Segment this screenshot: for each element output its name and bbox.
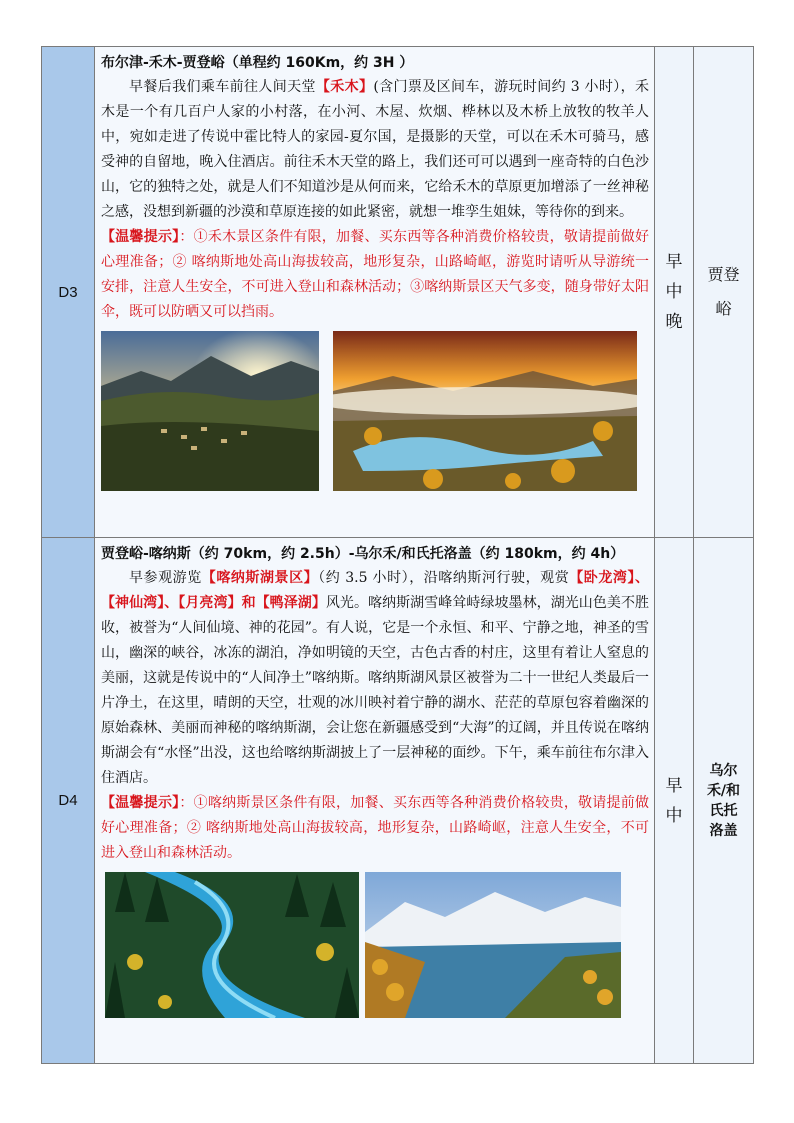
warm-tips (101, 225, 649, 325)
meal-breakfast: 早 (665, 252, 683, 272)
day-content (95, 47, 655, 538)
hotel-text: 氏托 (709, 802, 738, 819)
route-title: 布尔津-禾木-贾登峪（单程约 160Km，约 3H ） (101, 55, 414, 71)
text-span: 风光。喀纳斯湖雪峰耸峙绿坡墨林，湖光山色美不胜收，被誉为“人间仙境、神的花园”。有人说，它是一个永恒、和平、宁静之地，神圣的雪山，幽深的峡谷，冰冻的湖泊，净如明镜的天空，古色古香的村庄，这里有着让人窒息的美丽，这就是传说中的“人间净土”喀纳斯。喀纳斯湖风景区被誉为二十一世纪人类最后一片净土，在这里，晴朗的天空，壮观的冰川映衬着宁静的湖水、茫茫的草原包容着幽深的原始森林、美丽而神秘的喀纳斯湖，会让您在新疆感受到“大海”的辽阔，并且传说在喀纳斯湖会有“水怪”出没，这也给喀纳斯湖披上了一层神秘的面纱。下午，乘车前往布尔津入住酒店。 (101, 595, 650, 786)
warm-tips (101, 791, 649, 866)
tip-text: ：①喀纳斯景区条件有限，加餐、买东西等各种消费价格较贵，敬请提前做好心理准备；② 喀纳斯地处高山海拔较高，地形复杂，山路崎岖，注意人生安全，不可进入登山和森林活动。 (101, 795, 649, 861)
hemu-village-photo (101, 331, 319, 491)
route-title: 贾登峪-喀纳斯（约 70km，约 2.5h）-乌尔禾/和氏托洛盖（约 180km，约 4h） (101, 546, 625, 562)
tip-text: ：①禾木景区条件有限，加餐、买东西等各种消费价格较贵，敬请提前做好心理准备；② 喀纳斯地处高山海拔较高，地形复杂，山路崎岖，游览时请听从导游统一安排，注意人生安全，不可进入登山和森林活动；③喀纳斯景区天气多变，随身带好太阳伞，既可以防晒又可以挡雨。 (101, 229, 649, 320)
photo-strip (101, 331, 649, 491)
itinerary-table (41, 46, 754, 1064)
meal-breakfast: 早 (665, 775, 683, 796)
hotel-text: 乌尔 (709, 762, 738, 779)
photo-strip (101, 872, 649, 1018)
meals-cell (655, 47, 694, 538)
highlight-text: 【卧龙湾】、【神仙湾】、【月亮湾】和【鸭泽湖】 (101, 570, 650, 611)
hemu-sunset-photo (333, 331, 637, 491)
day-content (95, 538, 655, 1064)
text-span: （约 3.5 小时），沿喀纳斯河行驶，观赏 (318, 570, 570, 586)
tip-label: 【温馨提示】 (101, 229, 180, 245)
text-span: (含门票及区间车，游玩时间约 3 小时），禾木是一个有几百户人家的小村落，在小河、木屋、炊烟、桦林以及木桥上放牧的牧羊人中，宛如走进了传说中霍比特人的家园-夏尔国，是摄影的天堂，可以在禾木可骑马，感受神的自留地，晚入住酒店。前往禾木天堂的路上，我们还可可以遇到一座奇特的白色沙山，它的独特之处，就是人们不知道沙是从何而来，它给禾木的草原更加增添了一丝神秘之感，没想到新疆的沙漠和草原连接的如此紧密，就想一堆孪生姐妹，等待你的到来。 (101, 79, 649, 220)
hotel-text: 峪 (715, 299, 732, 318)
day-row-d4 (42, 538, 754, 1064)
hotel-text: 禾/和 (706, 782, 741, 799)
accommodation-cell (694, 47, 754, 538)
hotel-text: 洛盖 (709, 822, 738, 839)
day-row-d3 (42, 47, 754, 538)
text-span: 早餐后我们乘车前往人间天堂 (129, 79, 316, 95)
highlight-text: 【禾木】 (315, 79, 374, 95)
day-label: D3 (42, 47, 95, 538)
description (101, 75, 649, 225)
kanas-river-photo (105, 872, 359, 1018)
description (101, 566, 649, 791)
day-label: D4 (42, 538, 95, 1064)
highlight-text: 【喀纳斯湖景区】 (201, 570, 319, 586)
tip-label: 【温馨提示】 (101, 795, 180, 811)
text-span: 早参观游览 (129, 570, 202, 586)
accommodation-cell (694, 538, 754, 1064)
hotel-text: 贾登 (707, 265, 740, 284)
meals-cell (655, 538, 694, 1064)
meal-lunch: 中 (665, 282, 683, 302)
meal-lunch: 中 (665, 805, 683, 826)
kanas-lake-photo (365, 872, 621, 1018)
meal-dinner: 晚 (665, 312, 683, 332)
